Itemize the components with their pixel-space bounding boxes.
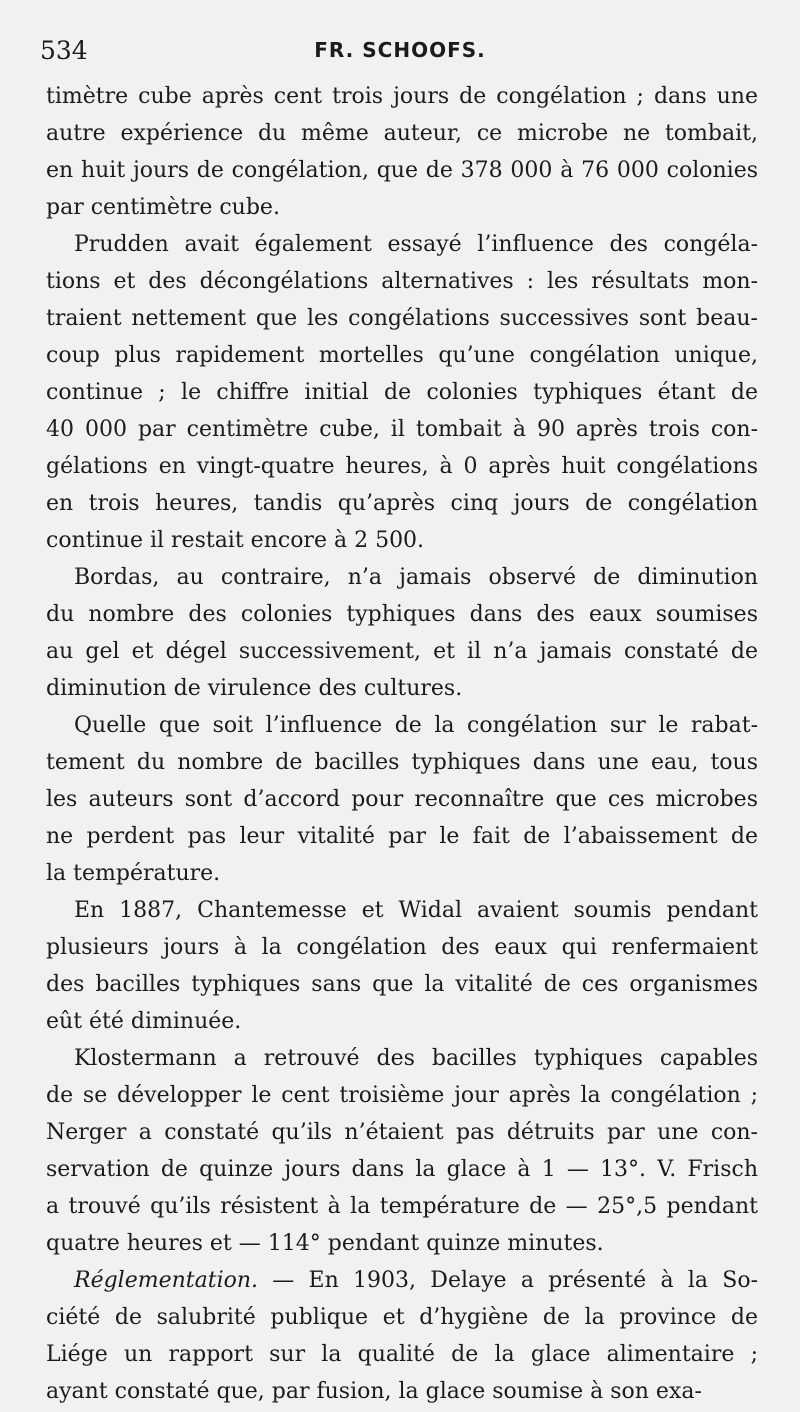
text-line: gélations en vingt-quatre heures, à 0 après huit congélations	[46, 454, 758, 479]
text-line-rest: — En 1903, Delaye a présenté à la So-	[258, 1268, 758, 1293]
italic-heading: Réglementation.	[74, 1268, 259, 1293]
text-line: ne perdent pas leur vitalité par le fait de l’abaissement de	[46, 824, 758, 849]
text-line: En 1887, Chantemesse et Widal avaient soumis pendant	[74, 898, 758, 923]
text-line: Klostermann a retrouvé des bacilles typhiques capables	[74, 1046, 758, 1071]
text-line: ciété de salubrité publique et d’hygiène de la province de	[46, 1305, 758, 1330]
paragraph	[46, 1262, 758, 1410]
text-line: les auteurs sont d’accord pour reconnaître que ces microbes	[46, 787, 758, 812]
text-line: autre expérience du même auteur, ce microbe ne tombait,	[46, 121, 758, 146]
page-header	[40, 36, 760, 72]
text-line: plusieurs jours à la congélation des eaux qui renfermaient	[46, 935, 758, 960]
text-line: continue ; le chiffre initial de colonies typhiques étant de	[46, 380, 758, 405]
paragraph	[46, 892, 758, 1040]
text-line: par centimètre cube.	[46, 195, 280, 220]
text-line	[46, 1262, 758, 1299]
text-line: eût été diminuée.	[46, 1009, 242, 1034]
text-line: du nombre des colonies typhiques dans des eaux soumises	[46, 602, 758, 627]
text-line: Nerger a constaté qu’ils n’étaient pas détruits par une con-	[46, 1120, 758, 1145]
text-line: a trouvé qu’ils résistent à la température de — 25°,5 pendant	[46, 1194, 758, 1219]
text-line: au gel et dégel successivement, et il n’a jamais constaté de	[46, 639, 758, 664]
text-line: Quelle que soit l’influence de la congélation sur le rabat-	[74, 713, 758, 738]
text-line: Liége un rapport sur la qualité de la glace alimentaire ;	[46, 1342, 758, 1367]
running-head: FR. SCHOOFS.	[314, 38, 486, 62]
paragraph	[46, 707, 758, 892]
text-line: en trois heures, tandis qu’après cinq jours de congélation	[46, 491, 758, 516]
text-line: coup plus rapidement mortelles qu’une congélation unique,	[46, 343, 758, 368]
text-line: en huit jours de congélation, que de 378 000 à 76 000 colonies	[46, 158, 758, 183]
text-line: traient nettement que les congélations successives sont beau-	[46, 306, 758, 331]
text-line: 40 000 par centimètre cube, il tombait à 90 après trois con-	[46, 417, 758, 442]
text-line: des bacilles typhiques sans que la vitalité de ces organismes	[46, 972, 758, 997]
text-line: tement du nombre de bacilles typhiques dans une eau, tous	[46, 750, 758, 775]
text-line: Prudden avait également essayé l’influence des congéla-	[74, 232, 758, 257]
text-line: continue il restait encore à 2 500.	[46, 528, 425, 553]
body-text	[46, 78, 758, 1410]
text-line: quatre heures et — 114° pendant quinze minutes.	[46, 1231, 604, 1256]
text-line: servation de quinze jours dans la glace à 1 — 13°. V. Frisch	[46, 1157, 758, 1182]
paragraph	[46, 559, 758, 707]
page-number: 534	[40, 36, 88, 65]
paragraph	[46, 226, 758, 559]
text-line: timètre cube après cent trois jours de congélation ; dans une	[46, 84, 758, 109]
paragraph	[46, 1040, 758, 1262]
text-line: de se développer le cent troisième jour après la congélation ;	[46, 1083, 758, 1108]
text-line: la température.	[46, 861, 221, 886]
paragraph	[46, 78, 758, 226]
text-line: Bordas, au contraire, n’a jamais observé de diminution	[74, 565, 758, 590]
text-line: diminution de virulence des cultures.	[46, 676, 463, 701]
text-line: tions et des décongélations alternatives : les résultats mon-	[46, 269, 758, 294]
text-line: ayant constaté que, par fusion, la glace soumise à son exa-	[46, 1379, 702, 1404]
